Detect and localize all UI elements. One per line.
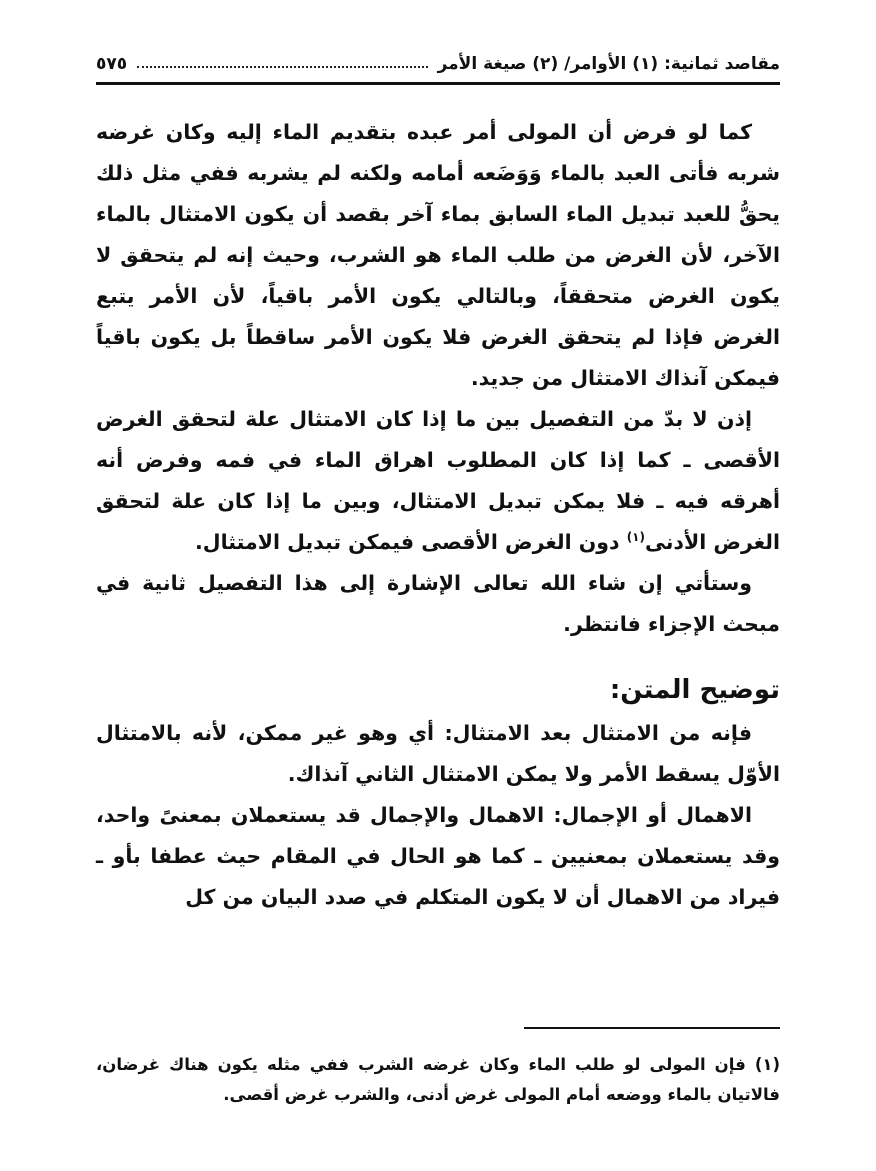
paragraph-3: وستأتي إن شاء الله تعالى الإشارة إلى هذا التفصيل ثانية في مبحث الإجزاء فانتظر.: [96, 571, 780, 636]
header-rule: [96, 82, 780, 85]
page-number: ٥٧٥: [96, 54, 128, 74]
footnote-text: (١) فإن المولى لو طلب الماء وكان غرضه الشرب ففي مثله يكون هناك غرضان، فالاتيان بالماء ووضعه أمام المولى غرض أدنى، والشرب غرض أقصى.: [96, 1055, 780, 1104]
running-header: [96, 44, 780, 74]
header-leader-dots: [137, 66, 427, 68]
header-title: مقاصد ثمانية: (١) الأوامر/ (٢) صيغة الأمر: [437, 54, 780, 74]
term-explanation: الاهمال والإجمال قد يستعملان بمعنىً واحد، وقد يستعملان بمعنيين ـ كما هو الحال في المقام حيث عطفا بأو ـ فيراد من الاهمال أن لا يكون المتكلم في صدد البيان من كل: [96, 803, 780, 909]
footnote-reference[interactable]: (١): [626, 530, 645, 545]
term-label: فإنه من الامتثال بعد الامتثال:: [444, 721, 752, 745]
paragraph-4: [96, 713, 780, 795]
paragraph-5: [96, 795, 780, 918]
footnote: [96, 1050, 780, 1110]
term-label: الاهمال أو الإجمال:: [553, 803, 752, 827]
paragraph-2-text-end: دون الغرض الأقصى فيمكن تبديل الامتثال.: [195, 530, 627, 554]
paragraph-1: كما لو فرض أن المولى أمر عبده بتقديم الماء إليه وكان غرضه شربه فأتى العبد بالماء وَوَضَعه أمامه ولكنه لم يشربه ففي مثل ذلك يحقُّ للعبد تبديل الماء السابق بماء آخر بقصد أن يكون الامتثال بالماء الآخر، لأن الغرض من طلب الماء هو الشرب، وحيث إنه لم يتحقق لا يكون الغرض متحققاً، وبالتالي يكون الأمر باقياً، لأن الأمر يتبع الغرض فإذا لم يتحقق الغرض فلا يكون الأمر ساقطاً بل يكون باقياً فيمكن آنذاك الامتثال من جديد.: [96, 120, 780, 390]
paragraph-2-text: إذن لا بدّ من التفصيل بين ما إذا كان الامتثال علة لتحقق الغرض الأقصى ـ كما إذا كان المطلوب اهراق الماء في فمه وفرض أنه أهرقه فيه ـ فلا يمكن تبديل الامتثال، وبين ما إذا كان علة لتحقق الغرض الأدنى: [96, 407, 780, 554]
term-explanation: أي وهو غير ممكن، لأنه بالامتثال الأوّل يسقط الأمر ولا يمكن الامتثال الثاني آنذاك.: [96, 721, 780, 786]
footnote-separator: [524, 1027, 780, 1029]
section-heading: توضيح المتن:: [609, 675, 780, 705]
paragraph-2: [96, 399, 780, 563]
main-text: [96, 112, 780, 918]
